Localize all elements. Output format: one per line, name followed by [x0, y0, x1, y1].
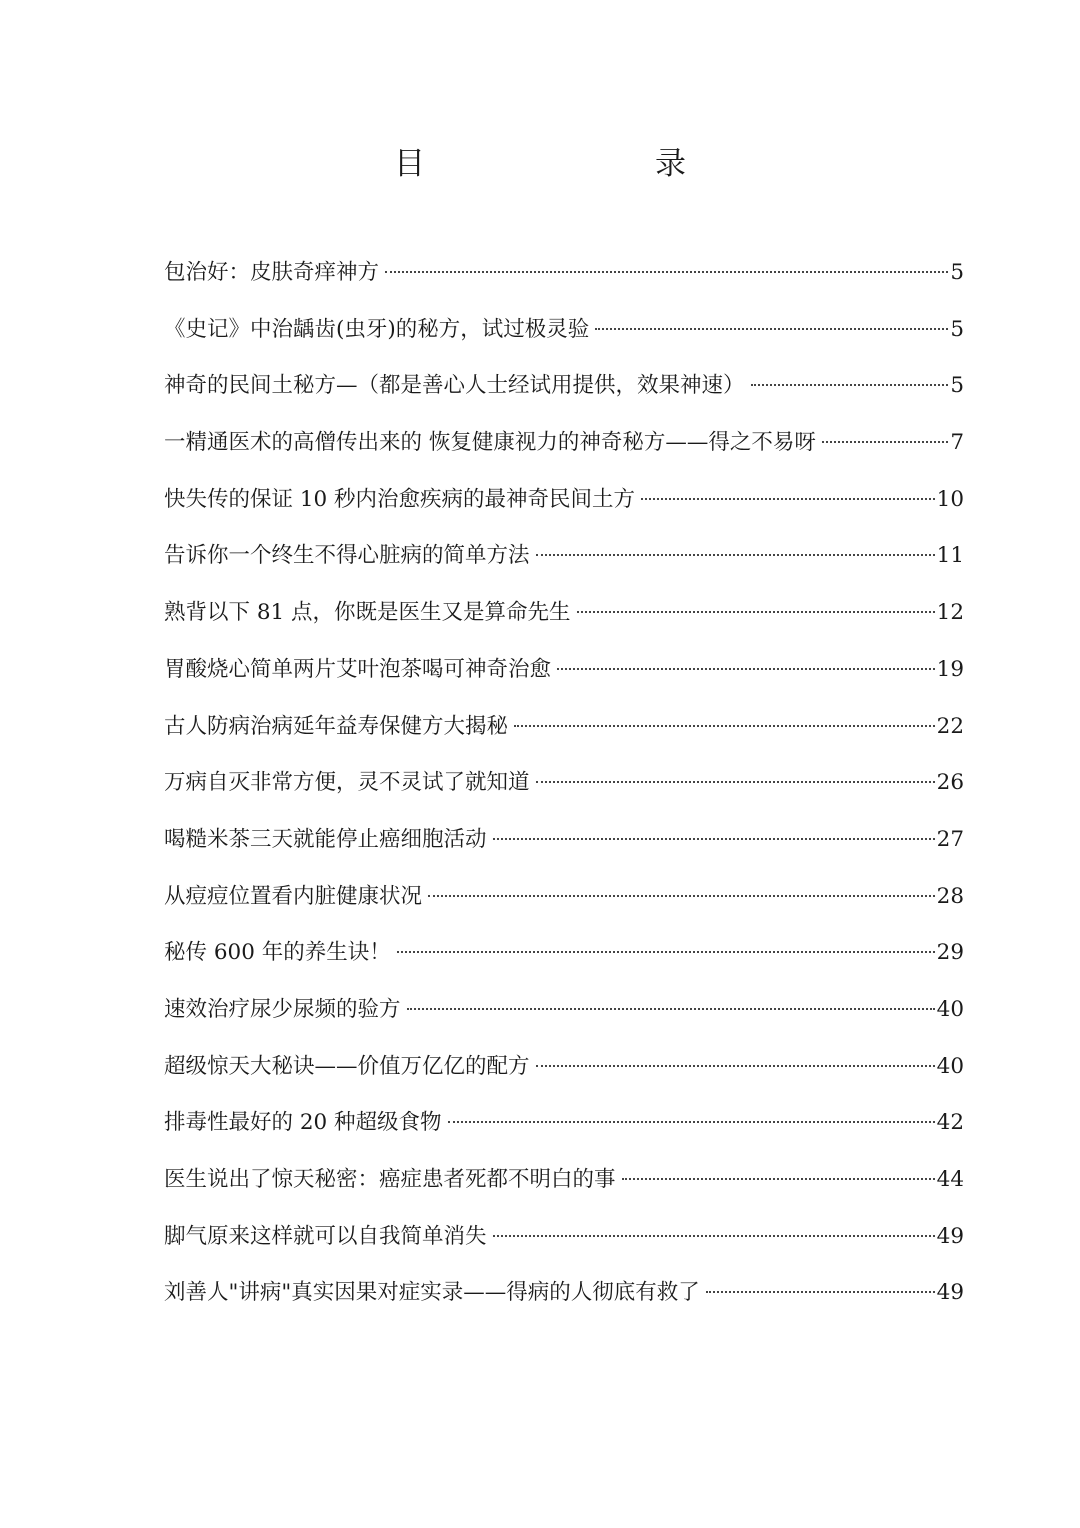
toc-entry[interactable]	[164, 763, 964, 820]
toc-entry-title: 超级惊天大秘诀——价值万亿亿的配方	[164, 1053, 530, 1079]
dot-leader	[577, 611, 935, 613]
toc-entry-title: 速效治疗尿少尿频的验方	[164, 996, 401, 1022]
toc-entry-page-number: 26	[936, 770, 964, 796]
dot-leader	[536, 781, 935, 783]
toc-entry[interactable]	[164, 480, 964, 537]
dot-leader	[751, 384, 949, 386]
toc-entry-title: 包治好：皮肤奇痒神方	[164, 260, 380, 285]
toc-title: 目 录	[394, 146, 742, 182]
toc-entry-page-number: 12	[936, 600, 964, 626]
toc-entry-page-number: 44	[936, 1167, 964, 1192]
toc-entry-title: 脚气原来这样就可以自我简单消失	[164, 1223, 487, 1249]
toc-entry-title: 刘善人"讲病"真实因果对症实录——得病的人彻底有救了	[164, 1280, 700, 1306]
toc-entry[interactable]	[164, 310, 964, 367]
dot-leader	[536, 1065, 935, 1067]
toc-entry-page-number: 5	[950, 316, 964, 342]
toc-entry-title: 医生说出了惊天秘密：癌症患者死都不明白的事	[164, 1167, 616, 1192]
toc-entry[interactable]	[164, 423, 964, 480]
toc-entry-title: 排毒性最好的 20 种超级食物	[164, 1110, 442, 1136]
toc-entry-page-number: 10	[936, 486, 964, 512]
toc-entry[interactable]	[164, 253, 964, 310]
dot-leader	[385, 271, 948, 273]
toc-entry-page-number: 11	[936, 543, 964, 569]
toc-entry[interactable]	[164, 877, 964, 934]
toc-entry[interactable]	[164, 536, 964, 593]
toc-entry-title: 《史记》中治龋齿(虫牙)的秘方，试过极灵验	[164, 316, 590, 342]
toc-entry[interactable]	[164, 650, 964, 707]
toc-entry-title: 古人防病治病延年益寿保健方大揭秘	[164, 713, 509, 739]
dot-leader	[641, 498, 935, 500]
toc-entry-page-number: 5	[950, 260, 964, 285]
toc-entry-title: 告诉你一个终生不得心脏病的简单方法	[164, 543, 530, 569]
toc-entry-title: 从痘痘位置看内脏健康状况	[164, 883, 423, 909]
toc-entry-title: 一精通医术的高僧传出来的 恢复健康视力的神奇秘方——得之不易呀	[164, 430, 816, 456]
toc-entry-page-number: 28	[936, 883, 964, 909]
toc-entry[interactable]	[164, 990, 964, 1047]
toc-entry[interactable]	[164, 1103, 964, 1160]
dot-leader	[706, 1291, 935, 1293]
toc-entry-page-number: 40	[936, 996, 964, 1022]
toc-entry-page-number: 49	[936, 1223, 964, 1249]
dot-leader	[428, 895, 935, 897]
toc-entry[interactable]	[164, 366, 964, 423]
dot-leader	[536, 554, 935, 556]
dot-leader	[557, 668, 935, 670]
toc-entry[interactable]	[164, 1273, 964, 1330]
dot-leader	[595, 328, 948, 330]
toc-entry[interactable]	[164, 820, 964, 877]
dot-leader	[514, 725, 935, 727]
toc-entry-title: 熟背以下 81 点，你既是医生又是算命先生	[164, 600, 571, 626]
toc-entry-title: 秘传 600 年的养生诀！	[164, 940, 391, 966]
toc-entry-page-number: 29	[936, 940, 964, 966]
toc-entry[interactable]	[164, 707, 964, 764]
toc-entry-page-number: 40	[936, 1053, 964, 1079]
toc-entry-title: 万病自灭非常方便，灵不灵试了就知道	[164, 770, 530, 796]
toc-entry[interactable]	[164, 593, 964, 650]
toc-entry-page-number: 42	[936, 1110, 964, 1136]
toc-entry-page-number: 19	[936, 656, 964, 682]
toc-entry-page-number: 49	[936, 1280, 964, 1306]
toc-entry-page-number: 27	[936, 826, 964, 852]
toc-entry[interactable]	[164, 1217, 964, 1274]
dot-leader	[448, 1121, 935, 1123]
toc-entry-title: 神奇的民间土秘方—（都是善心人士经试用提供，效果神速）	[164, 373, 745, 399]
toc-entry-title: 快失传的保证 10 秒内治愈疾病的最神奇民间土方	[164, 486, 636, 512]
toc-entry-page-number: 7	[950, 430, 964, 456]
dot-leader	[493, 1235, 935, 1237]
toc-entry[interactable]	[164, 1047, 964, 1104]
toc-entry-page-number: 22	[936, 713, 964, 739]
dot-leader	[622, 1178, 935, 1180]
toc-entry-title: 胃酸烧心简单两片艾叶泡茶喝可神奇治愈	[164, 656, 552, 682]
toc-list	[164, 253, 964, 1330]
dot-leader	[407, 1008, 935, 1010]
toc-entry-title: 喝糙米茶三天就能停止癌细胞活动	[164, 826, 487, 852]
toc-entry-page-number: 5	[950, 373, 964, 399]
toc-entry[interactable]	[164, 933, 964, 990]
toc-entry[interactable]	[164, 1160, 964, 1217]
dot-leader	[493, 838, 935, 840]
dot-leader	[397, 951, 935, 953]
dot-leader	[822, 441, 948, 443]
